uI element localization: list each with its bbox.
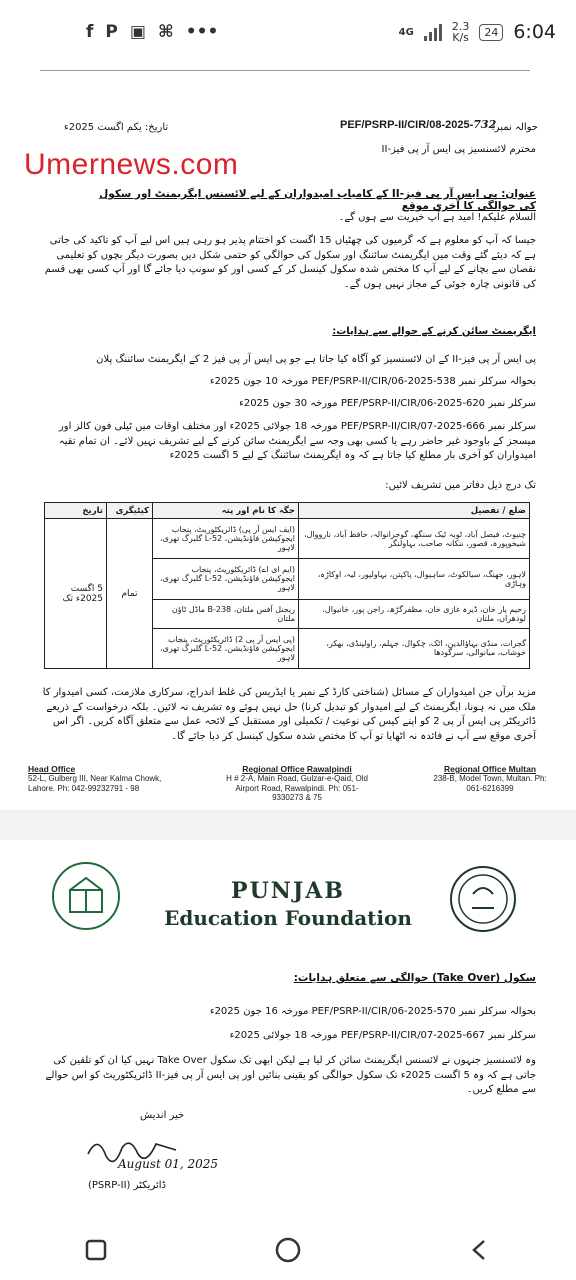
category-cell: تمام	[107, 519, 153, 669]
rawalpindi-office-address: H # 2-A, Main Road, Gulzar-e-Qaid, Old Airport Road, Rawalpindi. Ph: 051-9330273 & 75	[226, 774, 368, 803]
reference-handwritten: 732	[473, 118, 497, 131]
net-speed-value: 2.3	[451, 20, 470, 33]
circular-page-1	[0, 64, 576, 810]
multan-office-title: Regional Office Multan	[443, 764, 537, 774]
home-icon	[274, 1236, 302, 1264]
instruction-1: پی ایس آر پی فیز-II کے ان لائسنسیز کو آگاہ کیا جاتا ہے جو پی ایس آر پی فیز 2 کے ایگریمنٹ سائننگ پلان	[96, 354, 536, 365]
recents-icon	[84, 1238, 108, 1262]
back-icon	[468, 1238, 492, 1262]
circular-page-2	[0, 840, 576, 1220]
reference-text: PEF/PSRP-II/CIR/08-2025-	[340, 119, 474, 131]
districts-cell: رحیم یار خان، ڈیرہ غازی خان، مظفرگڑھ، راجن پور، خانیوال، لودھراں، ملتان	[299, 599, 530, 628]
reference-number	[340, 118, 496, 131]
subject-line: عنوان: پی ایس آر پی فیز-II کے کامیاب امیدواران کے لیے لائسنس ایگریمنٹ اور سکول کی حوالگی کا آخری موقع	[99, 188, 536, 213]
rawalpindi-office-block	[222, 764, 372, 803]
more-notifications-icon: •••	[185, 22, 219, 42]
col-header-districts: ضلع / تفصیل	[299, 503, 530, 519]
table-row	[45, 519, 530, 559]
letter-date: تاریخ: یکم اگست 2025ء	[64, 122, 169, 133]
gamepad-icon: ⌘	[157, 22, 174, 42]
recents-button[interactable]	[76, 1230, 116, 1270]
districts-cell: لاہور، جھنگ، سیالکوٹ، ساہیوال، پاکپتن، بہاولپور، لیہ، اوکاڑہ، وہاڑی	[299, 559, 530, 599]
pinterest-icon: P	[105, 22, 118, 42]
head-office-block	[28, 764, 178, 793]
section-heading: ایگریمنٹ سائن کرنے کے حوالے سے ہدایات:	[332, 326, 536, 337]
clock: 6:04	[513, 21, 556, 43]
battery-icon	[479, 24, 503, 41]
place-cell: (پی ایس آر پی 2) ڈائریکٹوریٹ، پنجاب ایجوکیشن فاؤنڈیشن، L-52 گلبرگ تھری، لاہور	[153, 628, 299, 668]
header-rule	[40, 70, 530, 71]
districts-cell: چنیوٹ، فیصل آباد، ٹوبہ ٹیک سنگھ، گوجرانوالہ، حافظ آباد، نارووال، شیخوپورہ، قصور، ننکانہ صاحب، بہاولنگر	[299, 519, 530, 559]
org-name-line-1: PUNJAB	[231, 878, 345, 904]
greeting: السلام علیکم! امید ہے آپ خیریت سے ہوں گے۔	[338, 212, 536, 223]
multan-office-address: 238-B, Model Town, Multan. Ph: 061-6216399	[433, 774, 547, 793]
addressee: محترم لائسنسیز پی ایس آر پی فیز-II	[381, 144, 536, 155]
watermark: Umernews.com	[24, 148, 239, 181]
reference-label: حوالہ نمبر:	[491, 122, 538, 133]
place-cell: ریجنل آفس ملتان، 238-B ماڈل ٹاؤن ملتان	[153, 599, 299, 628]
home-button[interactable]	[268, 1230, 308, 1270]
instruction-5: تک درج ذیل دفاتر میں تشریف لائیں:	[385, 480, 536, 491]
rawalpindi-office-title: Regional Office Rawalpindi	[242, 764, 352, 774]
col-header-date: تاریخ	[45, 503, 107, 519]
closing-paragraph: مزید برآں جن امیدواران کے مسائل (شناختی کارڈ کے نمبر یا ایڈریس کی غلط اندراج، سرکاری ملازمت، کسی امیدوار کا ملک میں نہ ہونا، ایگریمنٹ کے لیے امیدوار کو تبدیل کرنا) حل نہیں ہوئے وہ تشریف نہ لائیں۔ بلکہ درخواست کے ذریعے ڈائریکٹر پی ایس آر پی 2 کو اپنے کیس کی نوعیت / تکمیلی اور مستقبل کے لائحہ عمل سے متعلق آگاہ کریں۔ اگر اس آخری موقع سے آپ نے فائدہ نہ اٹھایا تو آپ کا مختص شدہ سکول کینسل کر دیا جائے گا۔	[42, 687, 536, 742]
net-speed-unit: K/s	[452, 31, 469, 44]
place-cell: (ایم ای اے) ڈائریکٹوریٹ، پنجاب ایجوکیشن فاؤنڈیشن، L-52 گلبرگ تھری، لاہور	[153, 559, 299, 599]
takeover-line-3: وہ لائسنسیز جنہوں نے لائسنس ایگریمنٹ سائن کر لیا ہے لیکن ابھی تک سکول Take Over نہیں کیا ان کو تلقین کی جاتی ہے کہ وہ 5 اگست 2025ء تک سکول حوالگی کو یقینی بنائیں اور پی ایس آر پی فیز-II ڈائریکٹوریٹ کو اس حوالے سے مطلع کریں۔	[45, 1055, 536, 1095]
app-icon: ▣	[129, 22, 146, 42]
status-bar	[0, 0, 576, 64]
head-office-title: Head Office	[28, 764, 76, 774]
instruction-2: بحوالہ سرکلر نمبر PEF/PSRP-II/CIR/06-2025-538 مورخہ 10 جون 2025ء	[209, 376, 536, 387]
head-office-address: 52-L, Gulberg III, Near Kalma Chowk, Lahore. Ph: 042-99232791 - 98	[28, 774, 162, 793]
takeover-line-1: بحوالہ سرکلر نمبر PEF/PSRP-II/CIR/06-2025-570 مورخہ 16 جون 2025ء	[209, 1006, 536, 1017]
facebook-icon: f	[86, 22, 94, 42]
table-header-row	[45, 503, 530, 519]
multan-office-block	[428, 764, 552, 793]
network-type: 4G	[398, 26, 414, 38]
office-schedule-table	[44, 502, 530, 669]
place-cell: (ایف ایس آر پی) ڈائریکٹوریٹ، پنجاب ایجوکیشن فاؤنڈیشن، L-52 گلبرگ تھری، لاہور	[153, 519, 299, 559]
takeover-line-2: سرکلر نمبر PEF/PSRP-II/CIR/07-2025-667 مورخہ 18 جولائی 2025ء	[229, 1030, 536, 1041]
col-header-place: جگہ کا نام اور پتہ	[153, 503, 299, 519]
back-button[interactable]	[460, 1230, 500, 1270]
districts-cell: گجرات، منڈی بہاؤالدین، اٹک، چکوال، جہلم، راولپنڈی، بھکر، خوشاب، میانوالی، سرگودھا	[299, 628, 530, 668]
designation: (PSRP-II) ڈائریکٹر	[88, 1180, 166, 1191]
instruction-4: سرکلر نمبر PEF/PSRP-II/CIR/07-2025-666 مورخہ 18 جولائی 2025ء اور مختلف اوقات میں ٹیلی فون کالز اور میسجز کے باوجود غیر حاضر رہے یا کسی بھی وجہ سے ایگریمنٹ سائن کرنے کے لیے تشریف نہیں لائے۔ ان تمام تقیہ امیدواران کو آخری بار مطلع کیا جاتا ہے کہ وہ ایگریمنٹ سائننگ کے لیے 5 اگست 2025ء	[58, 421, 536, 461]
takeover-heading: سکول (Take Over) حوالگی سے متعلق ہدایات:	[293, 972, 536, 984]
system-nav-bar	[0, 1220, 576, 1280]
paragraph-1: جیسا کہ آپ کو معلوم ہے کہ گرمیوں کی چھٹیاں 15 اگست کو اختتام پذیر ہو رہی ہیں اس لیے آپ کو تاکید کی جاتی ہے کہ دیئے گئے وقت میں ایگریمنٹ سائننگ اور سکول کی حوالگی کو حتمی شکل دیں بصورت دیگر بچوں کو تعلیمی نقصان سے بچانے کے لیے آپ کا مختص شدہ سکول کینسل کر کے کسی اور کو سونپ دیا جائے گا اور آپ کسی بھی قسم کی قانونی چارہ جوئی کے مجاز نہیں ہوں گے۔	[44, 235, 536, 290]
battery-level: 24	[484, 25, 499, 39]
sign-off: خیر اندیش	[140, 1110, 185, 1121]
notification-icons	[86, 22, 218, 42]
signal-icon	[424, 23, 442, 41]
page-separator	[0, 810, 576, 840]
government-emblem-icon	[448, 864, 518, 934]
col-header-category: کیٹیگری	[107, 503, 153, 519]
instruction-3: سرکلر نمبر PEF/PSRP-II/CIR/06-2025-620 مورخہ 30 جون 2025ء	[239, 398, 536, 409]
date-cell: 5 اگست 2025ء تک	[45, 519, 107, 669]
org-name-line-2: Education Foundation	[164, 906, 412, 930]
signature-date: August 01, 2025	[118, 1157, 219, 1171]
